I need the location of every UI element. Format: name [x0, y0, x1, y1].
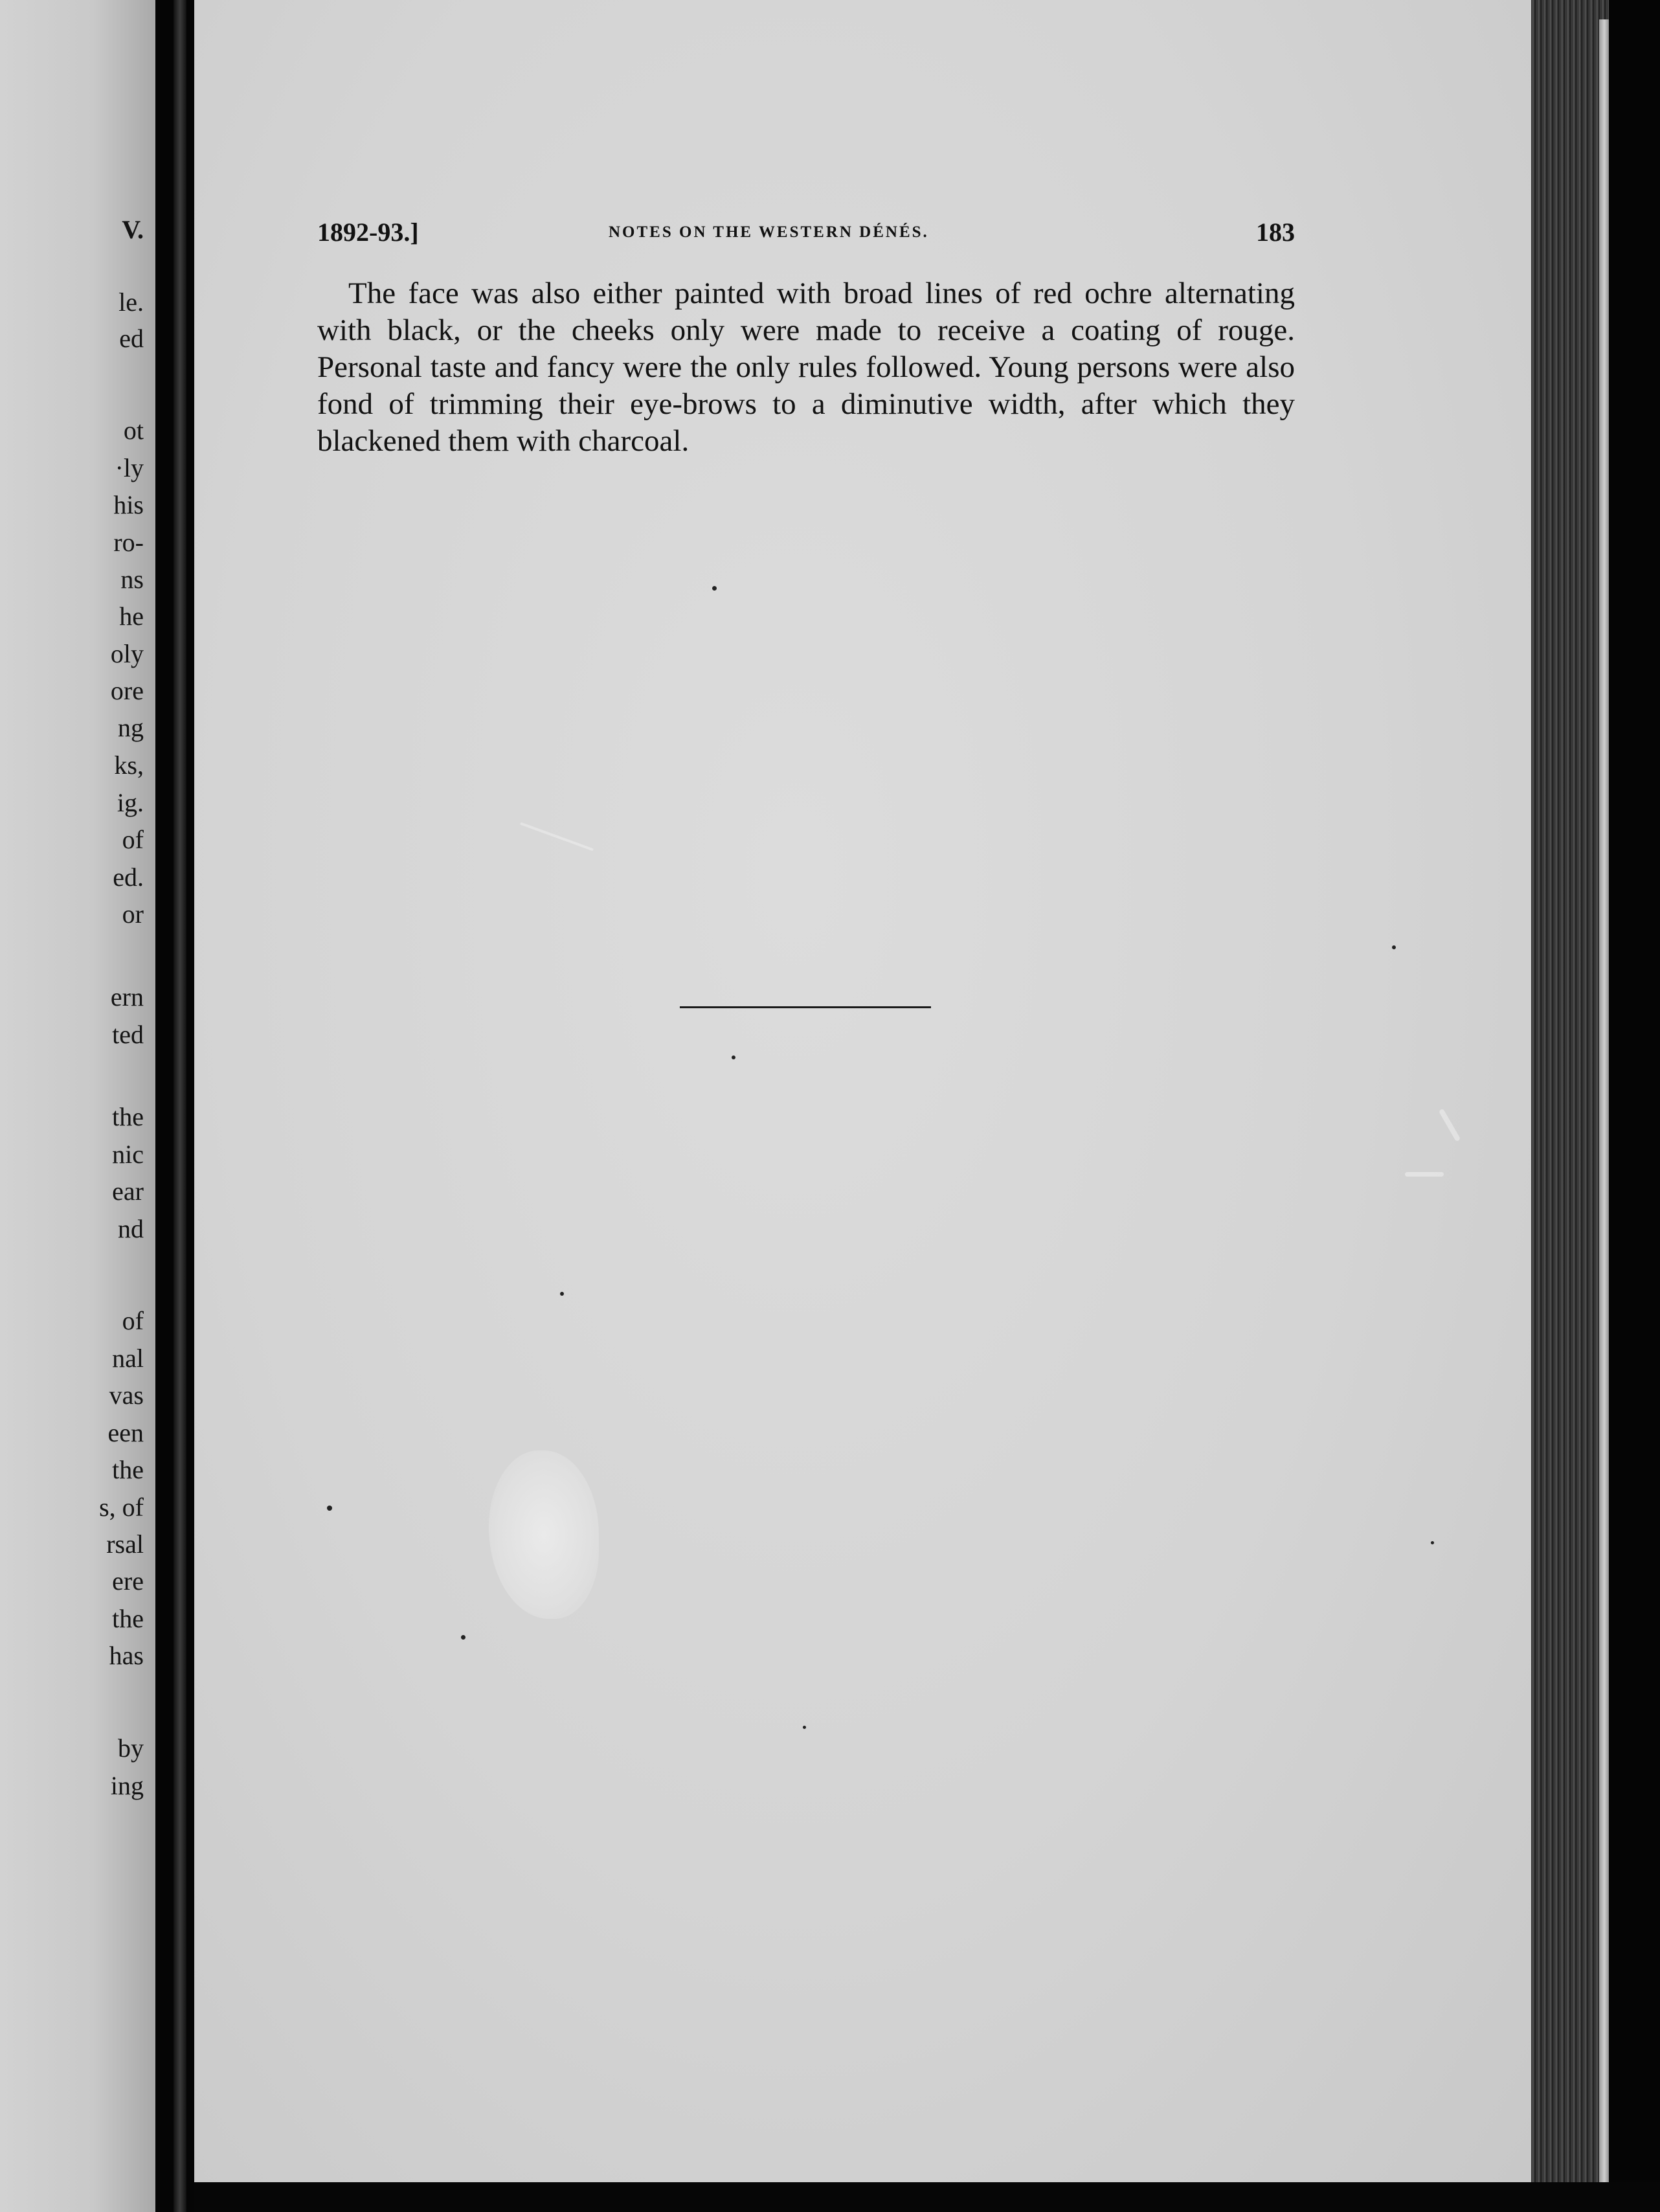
previous-page-line: of [122, 1306, 144, 1335]
previous-page-line: ear [112, 1177, 144, 1206]
previous-page-line: ig. [117, 788, 144, 817]
previous-page-line: ern [110, 982, 144, 1011]
previous-page-line: or [122, 899, 144, 929]
previous-page-line: the [112, 1455, 144, 1484]
previous-page-line: ·ly [115, 453, 144, 482]
previous-page-line: ore [110, 676, 144, 705]
previous-page-line: rsal [106, 1529, 144, 1559]
ink-speck [803, 1726, 806, 1729]
previous-page-line: his [113, 490, 144, 519]
previous-page-line: een [107, 1418, 144, 1447]
previous-page-line: oly [110, 639, 144, 668]
previous-page-line: the [112, 1102, 144, 1131]
previous-page-line: ns [120, 565, 144, 594]
previous-page-line: ted [112, 1020, 144, 1049]
ink-speck [712, 586, 717, 591]
previous-page-line: vas [109, 1381, 144, 1410]
previous-page-line: V. [122, 215, 144, 244]
previous-page-line: ks, [114, 751, 144, 780]
previous-page-line: nal [112, 1344, 144, 1373]
previous-page-fragment [0, 0, 155, 2212]
previous-page-line: ro- [113, 528, 144, 557]
ink-speck [461, 1635, 465, 1640]
running-head-year: 1892-93.] [317, 218, 419, 247]
ink-speck [327, 1506, 332, 1511]
running-head [317, 217, 1314, 256]
previous-page-line: the [112, 1604, 144, 1633]
ink-speck [1392, 945, 1396, 949]
paper-stain [489, 1450, 599, 1619]
paper-scratch [1405, 1172, 1444, 1177]
page-number: 183 [1256, 218, 1295, 247]
scan-bottom-border [194, 2182, 1660, 2212]
running-head-title: NOTES ON THE WESTERN DÉNÉS. [609, 223, 929, 241]
ink-speck [1431, 1541, 1434, 1544]
page-stack-edge [1531, 0, 1609, 2212]
previous-page-line: ot [123, 416, 144, 445]
previous-page-line: nd [118, 1214, 144, 1243]
ink-speck [560, 1292, 564, 1296]
previous-page-line: le. [118, 288, 144, 317]
section-end-rule [680, 1006, 931, 1008]
previous-page-line: by [118, 1733, 144, 1763]
previous-page-line: ed. [113, 863, 144, 892]
body-paragraph: The face was also either painted with broad lines of red ochre alternating with black, or the cheeks only were made to receive a coating of rouge. Personal taste and fancy were the only rules followed. Young persons were also fond of trimming their eye-brows to a diminutive width, after which they blackened them with charcoal. [317, 276, 1295, 458]
scan-background [1609, 0, 1660, 2212]
gutter-shadow [174, 0, 186, 2212]
previous-page-line: he [119, 602, 144, 631]
previous-page-line: ing [110, 1771, 144, 1800]
page-edge-highlight [1599, 19, 1610, 2182]
previous-page-line: ed [119, 324, 144, 353]
previous-page-line: has [109, 1641, 144, 1670]
previous-page-line: ere [112, 1566, 144, 1596]
previous-page-line: s, of [99, 1493, 144, 1522]
previous-page-line: nic [112, 1140, 144, 1169]
previous-page-line: of [122, 825, 144, 854]
ink-speck [732, 1055, 735, 1059]
previous-page-line: ng [118, 713, 144, 742]
